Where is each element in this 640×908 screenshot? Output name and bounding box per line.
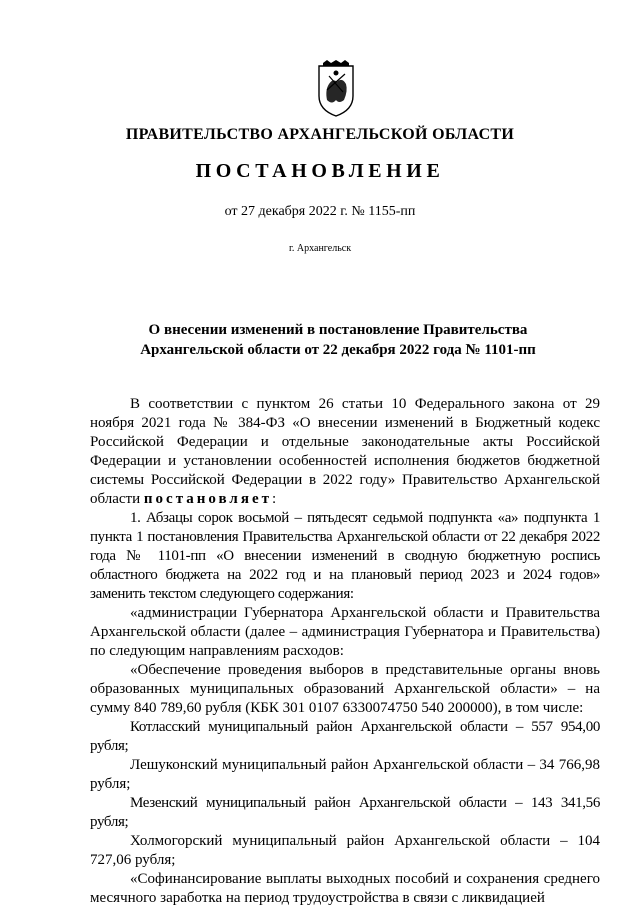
preamble-colon: : bbox=[272, 491, 277, 507]
document-type: ПОСТАНОВЛЕНИЕ bbox=[195, 160, 445, 182]
paragraph-leshukon: Лешуконский муниципальный район Архангельской области – 34 766,98 рубля; bbox=[90, 757, 600, 792]
subject-line-2: Архангельской области от 22 декабря 2022 года № 1101-пп bbox=[140, 342, 536, 358]
paragraph-administration: «администрации Губернатора Архангельской области и Правительства Архангельской области (далее – администрация Губернатора и Правительства) по следующим направлениям расходов: bbox=[90, 605, 600, 659]
document-body bbox=[90, 395, 600, 908]
paragraph-cofinancing: «Софинансирование выплаты выходных пособий и сохранения среднего месячного заработка на период трудоустройства в связи с ликвидацией bbox=[90, 871, 600, 906]
coat-of-arms-icon bbox=[315, 60, 357, 118]
paragraph-item-1: 1. Абзацы сорок восьмой – пятьдесят седьмой подпункта «а» подпункта 1 пункта 1 постановления Правительства Архангельской области от 22 декабря 2022 года № 1101-пп «О внесении изменений в сводную бюджетную роспись областного бюджета на 2022 год и на плановый период 2023 и 2024 годов» заменить текстом следующего содержания: bbox=[90, 510, 600, 602]
paragraph-kotlas: Котласский муниципальный район Архангельской области – 557 954,00 рубля; bbox=[90, 719, 600, 754]
preamble-text: В соответствии с пунктом 26 статьи 10 Федерального закона от 29 ноября 2021 года № 384-ФЗ «О внесении изменений в Бюджетный кодекс Российской Федерации и отдельные законодательные акты Российской Федерации и установлении особенностей исполнения бюджетов бюджетной системы Российской Федерации в 2022 году» Правительство Архангельской области bbox=[90, 396, 600, 507]
paragraph-kholmogory: Холмогорский муниципальный район Архангельской области – 104 727,06 рубля; bbox=[90, 833, 600, 868]
paragraph-mezen: Мезенский муниципальный район Архангельской области – 143 341,56 рубля; bbox=[90, 795, 600, 830]
document-subject bbox=[78, 320, 598, 360]
paragraph-elections: «Обеспечение проведения выборов в представительные органы вновь образованных муниципальных образований Архангельской области» – на сумму 840 789,60 рубля (КБК 301 0107 6330074750 540 200000), в том числе: bbox=[90, 662, 600, 716]
date-and-number: от 27 декабря 2022 г. № 1155-пп bbox=[224, 204, 416, 219]
city: г. Архангельск bbox=[288, 243, 352, 254]
government-name: ПРАВИТЕЛЬСТВО АРХАНГЕЛЬСКОЙ ОБЛАСТИ bbox=[125, 126, 515, 143]
subject-line-1: О внесении изменений в постановление Правительства bbox=[148, 322, 528, 338]
paragraph-preamble bbox=[90, 395, 600, 509]
resolves-word: постановляет bbox=[143, 491, 272, 507]
